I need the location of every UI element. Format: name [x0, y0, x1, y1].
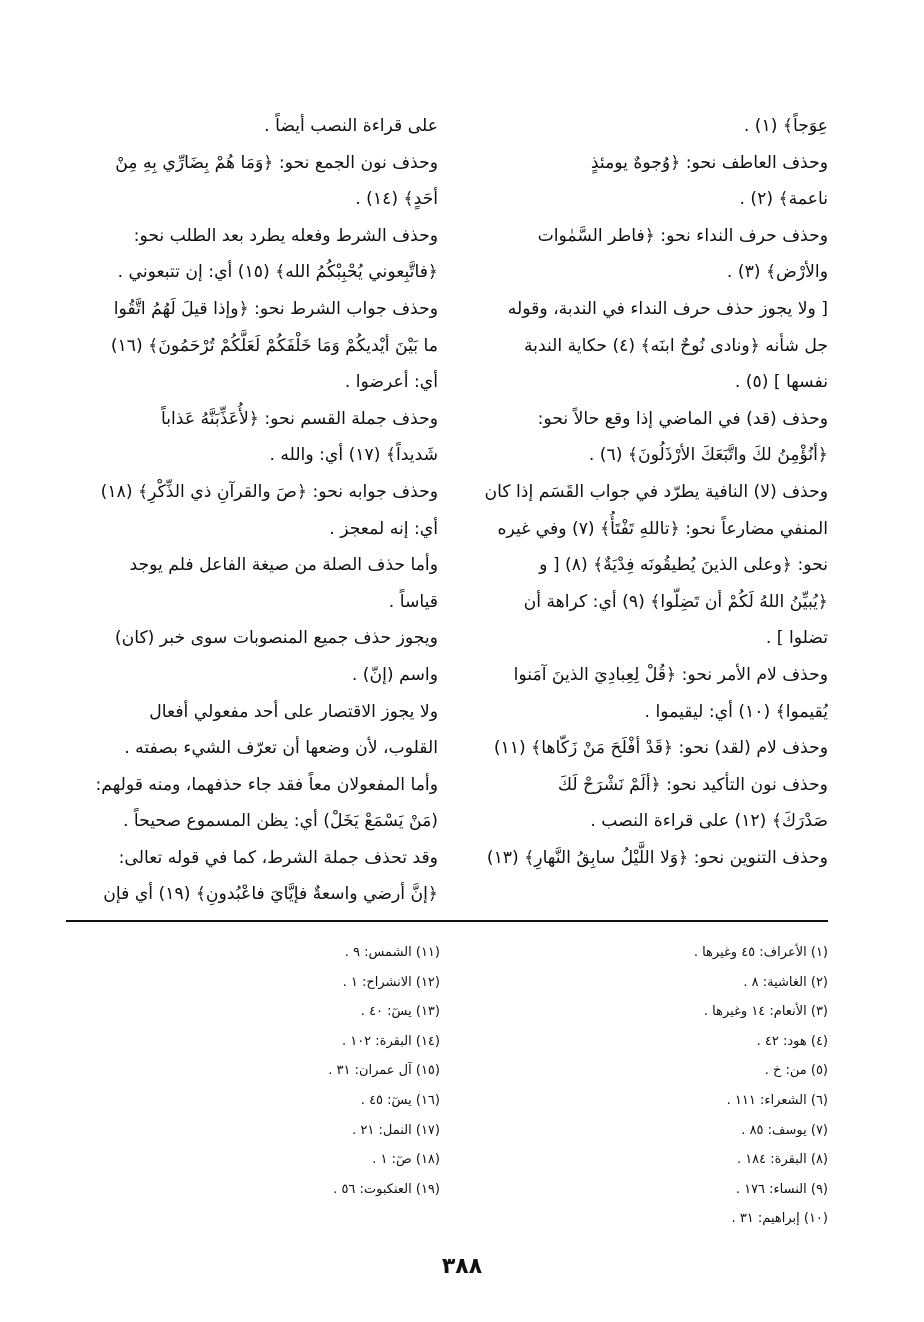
footnote: (١٤) البقرة: ١٠٢ .	[341, 1033, 440, 1049]
text-line: صَدْرَكَ﴾ (١٢) على قراءة النصب .	[590, 811, 828, 832]
text-line: ﴿إنَّ أرضي واسعةٌ فإيَّايَ فاعْبُدونِ﴾ (١٩) أي فإن	[103, 884, 438, 905]
footnote-divider	[66, 920, 828, 922]
text-line: ﴿أنُؤْمِنُ لكَ واتَّبَعَكَ الأرْذَلُونَ﴾ (٦) .	[588, 445, 828, 466]
text-column-left	[66, 108, 438, 913]
text-line: قياساً .	[388, 591, 438, 612]
text-line: [ ولا يجوز حذف حرف النداء في الندبة، وقوله	[507, 298, 828, 319]
text-line: وحذف لام (لقد) نحو: ﴿قَدْ أفْلَحَ مَنْ زَكّاها﴾ (١١)	[493, 738, 828, 759]
footnote: (١٩) العنكبوت: ٥٦ .	[333, 1181, 440, 1197]
footnote: (١١) الشمس: ٩ .	[344, 945, 440, 960]
text-line: ويجوز حذف جميع المنصوبات سوى خبر (كان)	[114, 628, 438, 649]
footnote: (٩) النساء: ١٧٦ .	[735, 1181, 828, 1197]
text-line: عِوَجاً﴾ (١) .	[743, 116, 828, 136]
text-line: تضلوا ] .	[765, 628, 828, 649]
footnote: (٣) الأنعام: ١٤ وغيرها .	[703, 1004, 828, 1020]
footnote: (٧) يوسف: ٨٥ .	[741, 1122, 828, 1138]
text-line: وحذف نون التأكيد نحو: ﴿ألَمْ نَشْرَحْ لَكَ	[557, 774, 828, 795]
footnote: (١٦) يسٓ: ٤٥ .	[360, 1092, 440, 1108]
text-line: والأرْض﴾ (٣) .	[726, 262, 828, 283]
footnote: (١٢) الانشراح: ١ .	[342, 974, 440, 990]
footnote: (١٨) صٓ: ١ .	[372, 1152, 440, 1168]
text-line: وحذف جوابه نحو: ﴿صَ والقرآنِ ذي الذِّكْرِ﴾ (١٨)	[100, 481, 438, 502]
text-line: أي: إنه لمعجز .	[329, 518, 438, 539]
footnotes-left	[200, 938, 440, 1204]
text-line: ما بَيْنَ أيْديكُمْ وَمَا خَلْفَكُمْ لَعَلَّكُمْ تُرْحَمُونَ﴾ (١٦)	[110, 335, 438, 356]
text-line: وقد تحذف جملة الشرط، كما في قوله تعالى:	[118, 847, 438, 868]
text-line: ولا يجوز الاقتصار على أحد مفعولي أفعال	[149, 701, 438, 722]
text-line: وحذف (لا) النافية يطرّد في جواب القَسَم إذا كان	[484, 481, 828, 502]
text-line: شَديداً﴾ (١٧) أي: والله .	[269, 445, 438, 466]
footnote: (٤) هود: ٤٢ .	[756, 1033, 828, 1049]
text-line: وحذف الشرط وفعله يطرد بعد الطلب نحو:	[133, 225, 438, 246]
text-line: (مَنْ يَسْمَعْ يَخَلْ) أي: يظن المسموع صحيحاً .	[122, 811, 438, 832]
text-line: على قراءة النصب أيضاً .	[264, 116, 438, 136]
text-line: وحذف التنوين نحو: ﴿وَلا اللَّيْلُ سابِقُ النَّهارِ﴾ (١٣)	[486, 847, 828, 868]
text-line: نحو: ﴿وعلى الذينَ يُطيقُونَه فِدْيَةٌ﴾ (٨) [ و	[539, 555, 828, 576]
page-number: ٣٨٨	[441, 1254, 483, 1279]
footnote: (١) الأعراف: ٤٥ وغيرها .	[693, 945, 828, 960]
text-line: يُقيموا﴾ (١٠) أي: ليقيموا .	[644, 701, 828, 722]
text-line: وحذف لام الأمر نحو: ﴿قُلْ لِعِبادِيَ الذينَ آمَنوا	[513, 664, 828, 685]
text-line: أحَدٍ﴾ (١٤) .	[355, 189, 438, 210]
footnote: (٨) البقرة: ١٨٤ .	[736, 1152, 828, 1168]
text-line: وحذف حرف النداء نحو: ﴿فاطر السَّمٰوات	[537, 225, 828, 246]
text-line: واسم (إنّ) .	[351, 664, 438, 685]
text-line: وحذف (قد) في الماضي إذا وقع حالاً نحو:	[537, 408, 828, 429]
footnote: (١٧) النمل: ٢١ .	[352, 1122, 440, 1138]
text-line: وأما حذف الصلة من صيغة الفاعل فلم يوجد	[129, 555, 438, 576]
text-line: نفسها ] (٥) .	[734, 372, 828, 393]
text-line: وأما المفعولان معاً فقد جاء حذفهما، ومنه قولهم:	[95, 774, 438, 795]
footnote: (٦) الشعراء: ١١١ .	[726, 1092, 828, 1108]
text-line: ناعمة﴾ (٢) .	[739, 189, 828, 210]
text-line: القلوب، لأن وضعها أن تعرّف الشيء بصفته .	[124, 738, 438, 759]
text-line: وحذف جواب الشرط نحو: ﴿وإذا قيلَ لَهُمُ اتَّقُوا	[113, 298, 438, 319]
text-line: ﴿يُبيِّنُ اللهُ لَكُمْ أن تَضِلّوا﴾ (٩) أي: كراهة أن	[523, 591, 828, 612]
footnote: (٥) من: خ .	[764, 1063, 828, 1079]
footnote: (٢) الغاشية: ٨ .	[743, 974, 828, 990]
text-line: وحذف العاطف نحو: ﴿وُجوهٌ يومئذٍ	[590, 152, 828, 173]
footnote: (١٣) يسٓ: ٤٠ .	[360, 1004, 440, 1020]
text-line: وحذف نون الجمع نحو: ﴿وَمَا هُمْ بِضَارِّي بِهِ مِنْ	[115, 152, 438, 173]
footnote: (١٥) آل عمران: ٣١ .	[328, 1063, 440, 1079]
footnotes-right	[560, 938, 828, 1234]
text-line: المنفي مضارعاً نحو: ﴿تاللهِ تَفْتَأُ﴾ (٧) وفي غيره	[497, 518, 828, 539]
text-column-right	[456, 108, 828, 876]
text-line: جل شأنه ﴿ونادى نُوحٌ ابنَه﴾ (٤) حكاية الندبة	[523, 335, 828, 356]
text-line: وحذف جملة القسم نحو: ﴿لأُعَذِّبَنَّهُ عَذاباً	[161, 408, 438, 429]
text-line: ﴿فاتَّبِعوني يُحْبِبْكُمُ الله﴾ (١٥) أي: إن تتبعوني .	[117, 262, 438, 283]
text-line: أي: أعرضوا .	[344, 372, 438, 393]
footnote: (١٠) إبراهيم: ٣١ .	[731, 1211, 828, 1227]
